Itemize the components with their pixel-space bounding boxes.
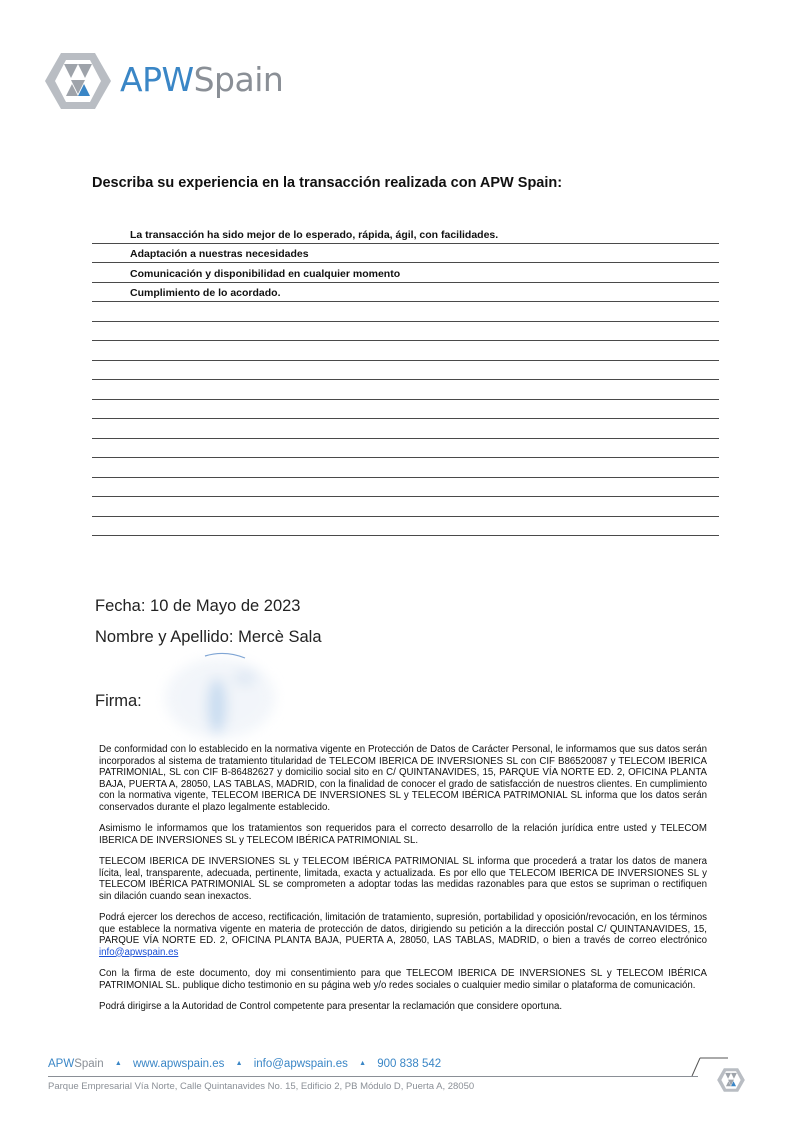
answer-line (92, 263, 719, 283)
answer-text: Comunicación y disponibilidad en cualquier momento (130, 267, 401, 280)
answer-line (92, 302, 719, 322)
answer-line (92, 419, 719, 439)
answer-line (92, 224, 719, 244)
nombre-field: Nombre y Apellido: Mercè Sala (95, 628, 322, 646)
legal-paragraph: Asimismo le informamos que los tratamientos son requeridos para el correcto desarrollo de la relación jurídica entre usted y TELECOM IBERICA DE INVERSIONES SL y TELECOM IBÉRICA PATRIMONIAL SL. (99, 823, 707, 846)
footer-email[interactable]: info@apwspain.es (253, 1058, 348, 1070)
footer-divider (48, 1076, 698, 1077)
answer-text: La transacción ha sido mejor de lo esperado, rápida, ágil, con facilidades. (130, 228, 499, 241)
legal-paragraph: Podrá dirigirse a la Autoridad de Control competente para presentar la reclamación que considere oportuna. (99, 1001, 563, 1012)
footer-hexagon-logo-icon (716, 1067, 746, 1093)
answer-lines (92, 224, 719, 536)
firma-label: Firma: (95, 692, 142, 710)
logo-text-apw: APW (120, 60, 194, 99)
answer-line (92, 341, 719, 361)
answer-text: Adaptación a nuestras necesidades (130, 248, 309, 260)
footer-contact (48, 1058, 441, 1070)
footer-brand-apw: APW (48, 1058, 75, 1070)
hexagon-logo-icon (44, 50, 112, 112)
triangle-bullet-icon: ▲ (114, 1060, 122, 1067)
legal-paragraph: TELECOM IBERICA DE INVERSIONES SL y TELECOM IBÉRICA PATRIMONIAL SL informa que procederá a tratar los datos de manera lícita, leal, transparente, adecuada, pertinente, limitada, exacta y actualizada. Es por ello que TELECOM IBERICA DE INVERSIONES SL y TELECOM IBÉRICA PATRIMONIAL SL se comprometen a adoptar todas las medidas razonables para que estos se supriman o rectifiquen sin dilación cuando sean inexactos. (99, 856, 707, 902)
legal-text: Podrá ejercer los derechos de acceso, rectificación, limitación de tratamiento, supresión, portabilidad y oposición/revocación, en los términos que establece la normativa vigente en materia de protección de datos, dirigiendo su petición a la dirección postal C/ QUINTANAVIDES, 15, PARQUE VÍA NORTE ED. 2, OFICINA PLANTA BAJA, PUERTA A, 28050, LAS TABLAS, MADRID, o bien a través de correo electrónico (99, 912, 707, 946)
survey-question: Describa su experiencia en la transacción realizada con APW Spain: (92, 175, 563, 191)
fecha-field: Fecha: 10 de Mayo de 2023 (95, 597, 301, 615)
footer-address: Parque Empresarial Vía Norte, Calle Quintanavides No. 15, Edificio 2, PB Módulo D, Puerta A, 28050 (48, 1081, 475, 1092)
answer-line (92, 439, 719, 459)
logo-wordmark (120, 60, 283, 99)
triangle-bullet-icon: ▲ (359, 1060, 367, 1067)
apw-logo (44, 50, 314, 112)
answer-line (92, 244, 719, 264)
answer-line (92, 322, 719, 342)
legal-paragraph (99, 912, 707, 958)
contact-email-link[interactable]: info@apwspain.es (99, 946, 179, 958)
footer-phone: 900 838 542 (377, 1058, 442, 1070)
answer-line (92, 400, 719, 420)
answer-text: Cumplimiento de lo acordado. (130, 287, 281, 299)
answer-line (92, 458, 719, 478)
legal-notice (99, 744, 707, 1023)
answer-line (92, 283, 719, 303)
legal-paragraph: Con la firma de este documento, doy mi consentimiento para que TELECOM IBERICA DE INVERSIONES SL y TELECOM IBÉRICA PATRIMONIAL SL. publique dicho testimonio en su página web y/o redes sociales o cualquier medio similar o plataforma de comunicación. (99, 968, 707, 991)
signature-redacted (145, 648, 295, 748)
footer-brand-spain: Spain (74, 1058, 104, 1070)
logo-text-spain: Spain (193, 60, 284, 99)
legal-paragraph: De conformidad con lo establecido en la normativa vigente en Protección de Datos de Carácter Personal, le informamos que sus datos serán incorporados al sistema de tratamiento titularidad de TELECOM IBERICA DE INVERSIONES SL con CIF B86520087 y TELECOM IBERICA PATRIMONIAL, SL con CIF B-86482627 y domicilio social sito en C/ QUINTANAVIDES, 15, PARQUE VÍA NORTE ED. 2, OFICINA PLANTA BAJA, PUERTA A, 28050, LAS TABLAS, MADRID, con la finalidad de conocer el grado de satisfacción de nuestros clientes. En cumplimiento con la normativa vigente, TELECOM IBERICA DE INVERSIONES SL y TELECOM IBÉRICA PATRIMONIAL SL informa que los datos serán conservados durante el plazo legalmente establecido. (99, 744, 707, 813)
answer-line (92, 497, 719, 517)
footer-web[interactable]: www.apwspain.es (132, 1058, 225, 1070)
answer-line (92, 478, 719, 498)
answer-line (92, 361, 719, 381)
triangle-bullet-icon: ▲ (235, 1060, 243, 1067)
footer-brand (48, 1058, 104, 1070)
answer-line (92, 517, 719, 537)
answer-line (92, 380, 719, 400)
